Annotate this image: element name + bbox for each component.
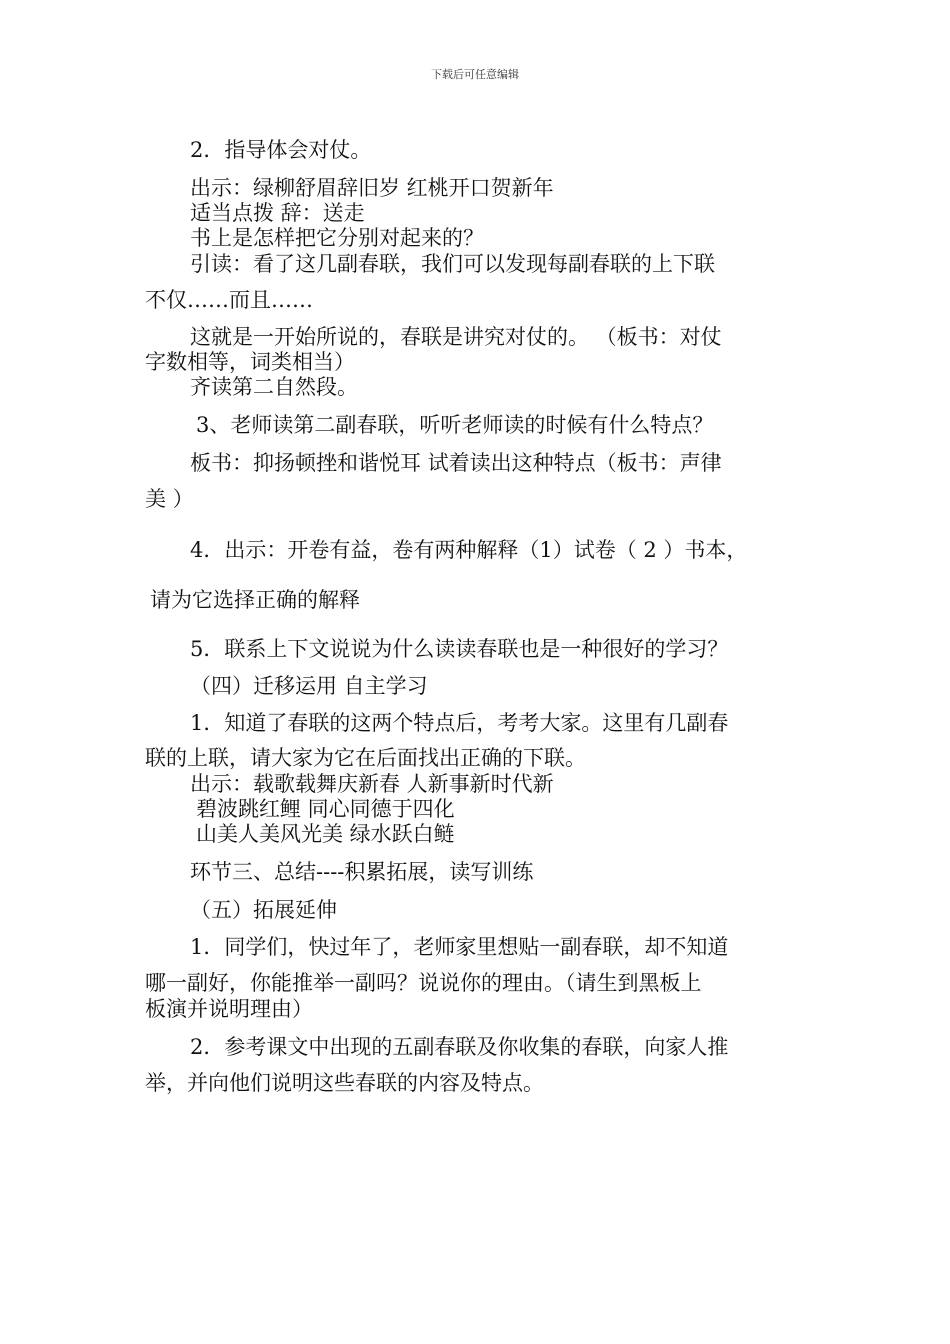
text-line: 出示：载歌载舞庆新春 人新事新时代新 xyxy=(190,772,554,796)
text-line: 适当点拨 辞：送走 xyxy=(190,201,365,225)
text-line: 不仅……而且…… xyxy=(145,288,313,312)
text-line: 4．出示：开卷有益，卷有两种解释（1）试卷（ 2 ）书本， xyxy=(190,538,748,562)
text-line: 3、老师读第二副春联，听听老师读的时候有什么特点？ xyxy=(196,413,714,437)
text-line: 举，并向他们说明这些春联的内容及特点。 xyxy=(145,1071,544,1095)
text-line: 字数相等，词类相当） xyxy=(145,350,355,374)
text-line: 引读：看了这几副春联，我们可以发现每副春联的上下联 xyxy=(190,252,715,276)
text-line: 1．同学们，快过年了，老师家里想贴一副春联，却不知道 xyxy=(190,935,729,959)
text-line: 这就是一开始所说的，春联是讲究对仗的。 （板书：对仗 xyxy=(190,325,722,349)
text-line: 书上是怎样把它分别对起来的？ xyxy=(190,226,484,250)
text-line: 联的上联，请大家为它在后面找出正确的下联。 xyxy=(145,746,586,770)
text-line: 出示：绿柳舒眉辞旧岁 红桃开口贺新年 xyxy=(190,176,554,200)
text-line: （四）迁移运用 自主学习 xyxy=(190,674,428,698)
text-line: 板演并说明理由） xyxy=(145,997,313,1021)
text-line: 哪一副好，你能推举一副吗？说说你的理由。（请生到黑板上 xyxy=(145,971,702,995)
text-line: （五）拓展延伸 xyxy=(190,898,337,922)
text-line: 请为它选择正确的解释 xyxy=(150,588,360,612)
text-line: 碧波跳红鲤 同心同德于四化 xyxy=(196,797,455,821)
page-header: 下载后可任意编辑 xyxy=(431,68,519,81)
text-line: 山美人美风光美 绿水跃白鲢 xyxy=(196,822,455,846)
text-line: 1．知道了春联的这两个特点后，考考大家。这里有几副春 xyxy=(190,711,729,735)
text-line: 2．参考课文中出现的五副春联及你收集的春联，向家人推 xyxy=(190,1035,729,1059)
text-line: 2．指导体会对仗。 xyxy=(190,138,372,162)
text-line: 环节三、总结----积累拓展，读写训练 xyxy=(190,860,534,884)
text-line: 齐读第二自然段。 xyxy=(190,375,358,399)
text-line: 5．联系上下文说说为什么读读春联也是一种很好的学习？ xyxy=(190,637,729,661)
text-line: 板书：抑扬顿挫和谐悦耳 试着读出这种特点（板书：声律 xyxy=(190,451,722,475)
text-line: 美 ） xyxy=(145,487,194,511)
